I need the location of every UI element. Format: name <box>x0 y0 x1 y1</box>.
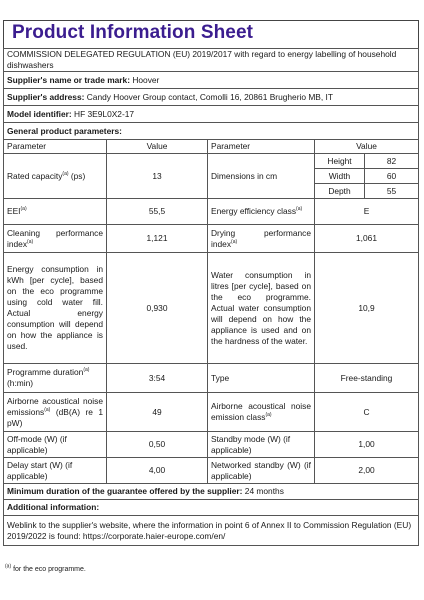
noise-label: Airborne acoustical noise emissions$^{(a)}$ (dB(A) re 1 pW) <box>4 393 107 432</box>
drying-label: Drying performance index$^{(a)}$ <box>208 225 315 253</box>
power-row <box>4 432 419 458</box>
delay-label: Delay start (W) (if applicable) <box>4 458 107 484</box>
delay-row <box>4 458 419 484</box>
guarantee-row <box>4 484 419 500</box>
weblink-row <box>4 516 419 546</box>
general-header-row <box>4 123 419 140</box>
width-value: 60 <box>365 169 419 184</box>
depth-value: 55 <box>365 184 419 199</box>
type-value: Free-standing <box>315 364 419 393</box>
type-label: Type <box>208 364 315 393</box>
col-value-right: Value <box>315 140 419 154</box>
water-consumption-value: 10,9 <box>315 253 419 364</box>
column-header-row <box>4 140 419 154</box>
guarantee-value: 24 months <box>244 486 284 496</box>
supplier-name: Hoover <box>132 74 160 85</box>
offmode-value: 0,50 <box>107 432 208 458</box>
height-value: 82 <box>365 154 419 169</box>
eei-row <box>4 199 419 225</box>
additional-header: Additional information: <box>4 500 419 516</box>
water-consumption-label: Water consumption in litres [per cycle], based on the eco programme. Actual water consumption will depend on how the appliance is used and on the hardness of the water. <box>208 253 315 364</box>
dimensions-label: Dimensions in cm <box>208 154 315 199</box>
supplier-address-row <box>4 89 419 106</box>
col-parameter-right: Parameter <box>208 140 315 154</box>
programme-duration-label: Programme duration$^{(a)}$ (h:min) <box>4 364 107 393</box>
width-label: Width <box>315 169 365 184</box>
rated-capacity-label: Rated capacity$^{(a)}$ (ps) <box>4 154 107 199</box>
noise-class-value: C <box>315 393 419 432</box>
noise-value: 49 <box>107 393 208 432</box>
col-value-left: Value <box>107 140 208 154</box>
depth-label: Depth <box>315 184 365 199</box>
general-header: General product parameters: <box>4 123 419 140</box>
energy-class-label: Energy efficiency class$^{(a)}$ <box>208 199 315 225</box>
duration-row <box>4 364 419 393</box>
model-identifier: HF 3E9L0X2-17 <box>74 108 135 119</box>
offmode-label: Off-mode (W) (if applicable) <box>4 432 107 458</box>
eei-label: EEI$^{(a)}$ <box>4 199 107 225</box>
additional-header-row <box>4 500 419 516</box>
col-parameter-left: Parameter <box>4 140 107 154</box>
networked-label: Networked standby (W) (if applicable) <box>208 458 315 484</box>
weblink-cell <box>4 516 419 546</box>
footnote: $^{(a)}$ for the eco programme. <box>5 563 86 573</box>
standby-value: 1,00 <box>315 432 419 458</box>
performance-row <box>4 225 419 253</box>
supplier-name-label: Supplier's name or trade mark: <box>7 74 131 85</box>
consumption-row <box>4 253 419 364</box>
supplier-name-row <box>4 72 419 89</box>
supplier-address: Candy Hoover Group contact, Comolli 16, 20861 Brugherio MB, IT <box>86 91 333 102</box>
height-row <box>4 154 419 169</box>
programme-duration-value: 3:54 <box>107 364 208 393</box>
page-title: Product Information Sheet <box>12 22 254 43</box>
model-row <box>4 106 419 123</box>
height-label: Height <box>315 154 365 169</box>
energy-class-value: E <box>315 199 419 225</box>
energy-consumption-label: Energy consumption in kWh [per cycle], based on the eco programme using cold water fill. Actual energy consumption will depend on how the appliance is used. <box>4 253 107 364</box>
noise-class-label: Airborne acoustical noise emission class$^{(a)}$ <box>208 393 315 432</box>
guarantee-label: Minimum duration of the guarantee offered by the supplier: <box>7 486 243 496</box>
title-box <box>3 20 419 49</box>
cleaning-label: Cleaning performance index$^{(a)}$ <box>4 225 107 253</box>
cleaning-value: 1,121 <box>107 225 208 253</box>
weblink-text: Weblink to the supplier's website, where the information in point 6 of Annex II to Commission Regulation (EU) 2019/2022 is found: <box>7 519 412 541</box>
drying-value: 1,061 <box>315 225 419 253</box>
rated-capacity-value: 13 <box>107 154 208 199</box>
eei-value: 55,5 <box>107 199 208 225</box>
product-table <box>3 48 419 546</box>
weblink-url[interactable]: https://corporate.haier-europe.com/en/ <box>82 530 226 541</box>
noise-row <box>4 393 419 432</box>
energy-consumption-value: 0,930 <box>107 253 208 364</box>
delay-value: 4,00 <box>107 458 208 484</box>
regulation-row <box>4 49 419 72</box>
standby-label: Standby mode (W) (if applicable) <box>208 432 315 458</box>
networked-value: 2,00 <box>315 458 419 484</box>
model-label: Model identifier: <box>7 108 72 119</box>
regulation-text: COMMISSION DELEGATED REGULATION (EU) 2019/2017 with regard to energy labelling of household dishwashers <box>4 49 419 72</box>
supplier-address-label: Supplier's address: <box>7 91 85 102</box>
